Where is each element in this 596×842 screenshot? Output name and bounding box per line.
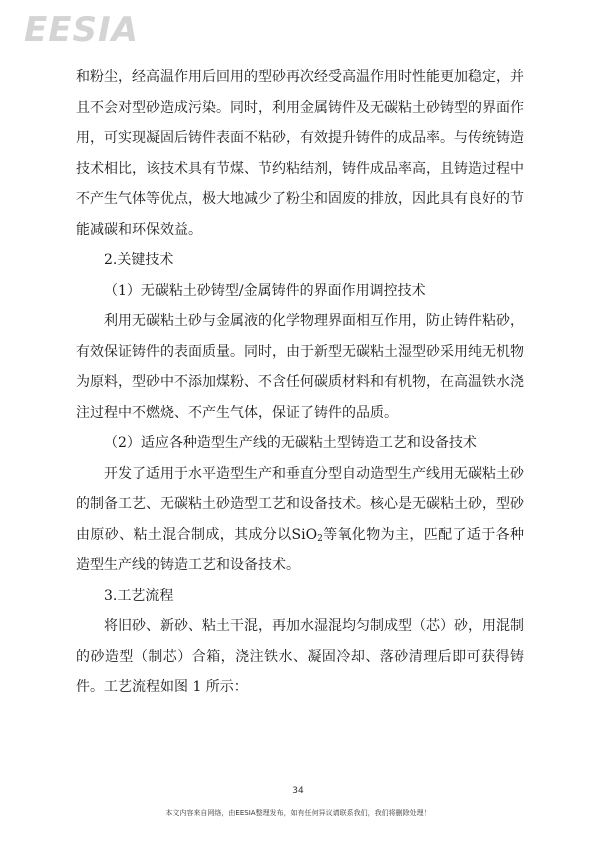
paragraph-process-equipment xyxy=(76,459,524,581)
paragraph-process-text-a: 开发了适用于水平造型生产和垂直分型自动造型生产线用无碳粘土砂的制备工艺、无碳粘土砂造型工艺和设备技术。核心是无碳粘土砂，型砂由原砂、粘土混合制成，其成分以SiO xyxy=(76,465,524,543)
paragraph-process-flow: 将旧砂、新砂、粘土干混，再加水湿混均匀制成型（芯）砂，用混制的砂造型（制芯）合箱，浇注铁水、凝固冷却、落砂清理后即可获得铸件。工艺流程如图 1 所示： xyxy=(76,618,524,695)
paragraph-process-text-b: 等氧化物为主，匹配了适于各种造型生产线的铸造工艺和设备技术。 xyxy=(76,526,525,573)
paragraph-interface-control: 利用无碳粘土砂与金属液的化学物理界面相互作用，防止铸件粘砂，有效保证铸件的表面质量。同时，由于新型无碳粘土湿型砂采用纯无机物为原料，型砂中不添加煤粉、不含任何碳质材料和有机物，在高温铁水浇注过程中不燃烧、不产生气体，保证了铸件的品质。 xyxy=(76,313,524,421)
subsection-title-1: （1）无碳粘土砂铸型/金属铸件的界面作用调控技术 xyxy=(104,282,426,299)
page-number: 34 xyxy=(292,786,304,796)
section-heading-key-tech: 2.关键技术 xyxy=(104,252,174,268)
disclaimer-note: 本文内容来自网络，由EESIA整理发布，如有任何异议请联系我们，我们将删除处理！ xyxy=(165,809,431,817)
section-heading-process-flow: 3.工艺流程 xyxy=(104,587,174,604)
paragraph-intro: 和粉尘，经高温作用后回用的型砂再次经受高温作用时性能更加稳定，并且不会对型砂造成污染。同时，利用金属铸件及无碳粘土砂铸型的界面作用，可实现凝固后铸件表面不粘砂，有效提升铸件的成品率。与传统铸造技术相比，该技术具有节煤、节约粘结剂，铸件成品率高，且铸造过程中不产生气体等优点，极大地减少了粉尘和固废的排放，因此具有良好的节能减碳和环保效益。 xyxy=(76,69,524,238)
document-body xyxy=(76,62,524,703)
subsection-title-2: （2）适应各种造型生产线的无碳粘土型铸造工艺和设备技术 xyxy=(104,435,477,451)
sio2-subscript: 2 xyxy=(317,533,323,544)
eesia-logo: EESIA xyxy=(24,10,139,50)
